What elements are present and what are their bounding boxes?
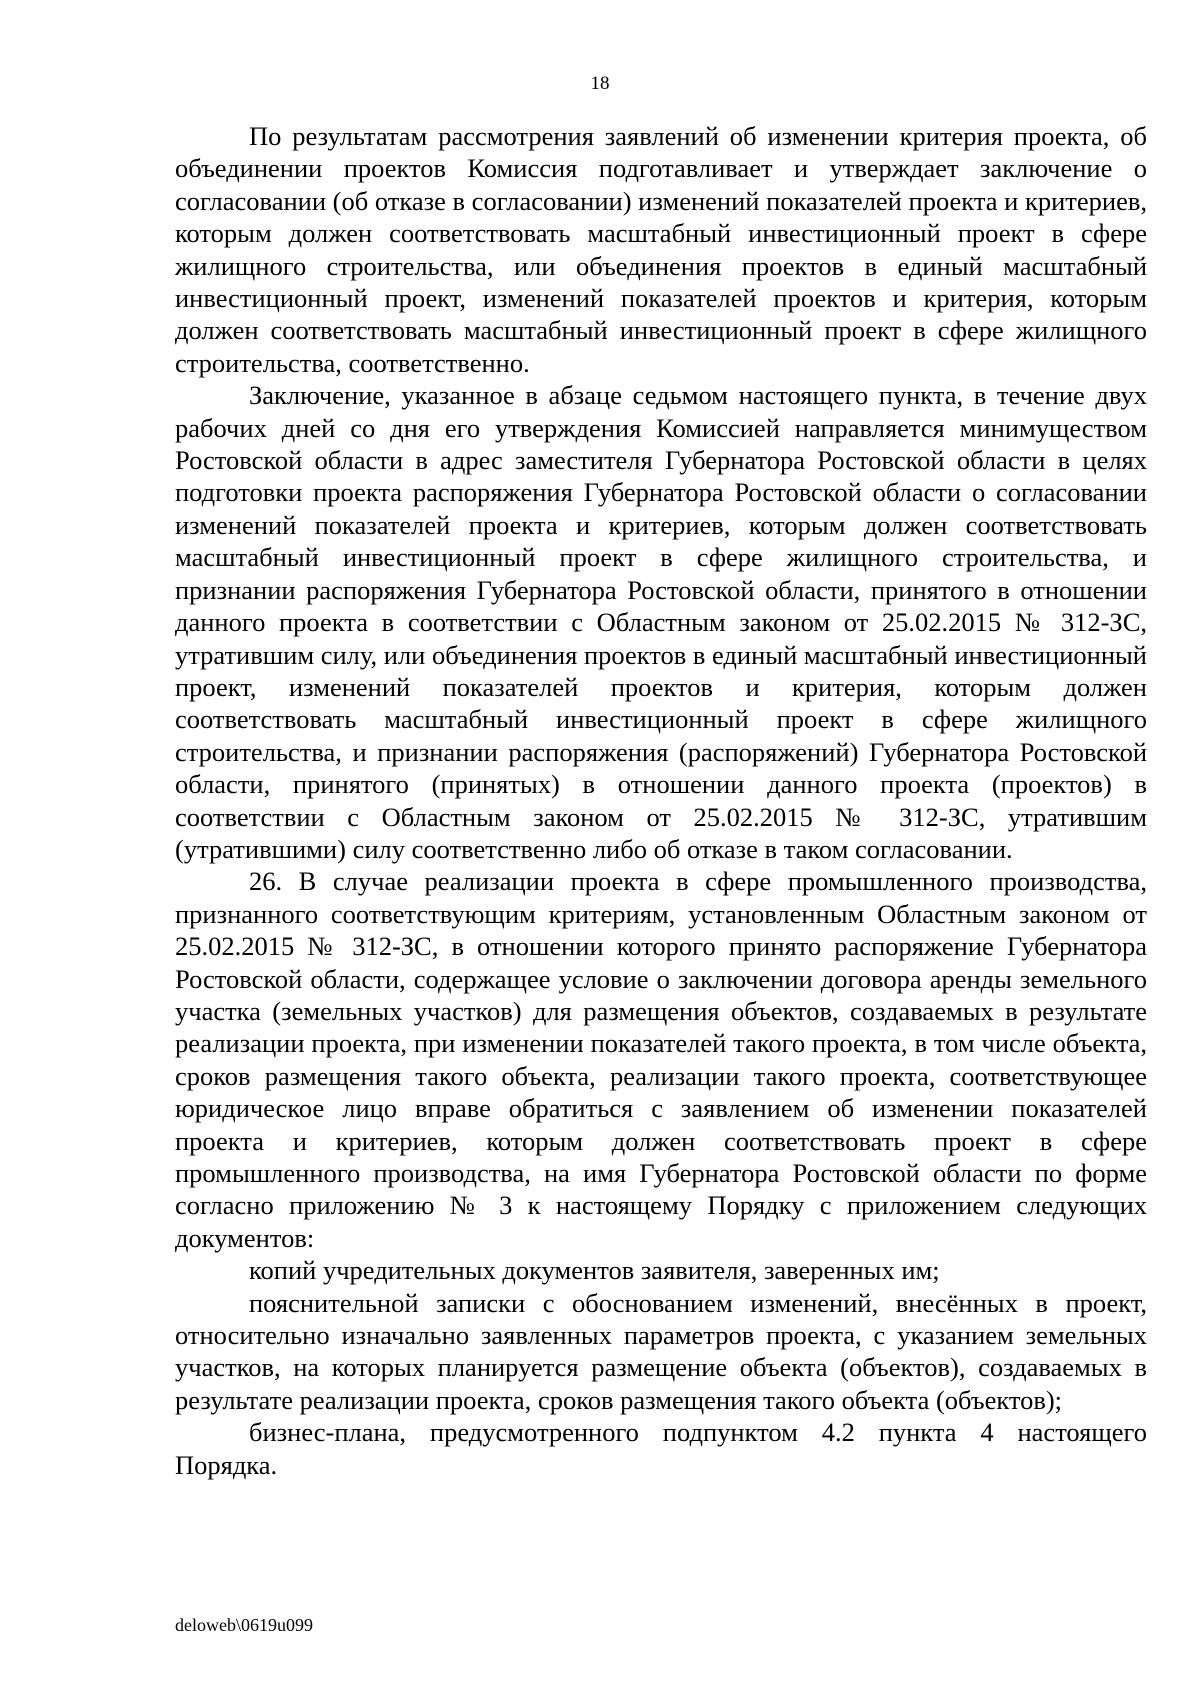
document-body [175, 120, 1147, 1481]
document-footer-code: deloweb\0619u099 [175, 1615, 313, 1635]
list-item-charter-copies: копий учредительных документов заявителя, заверенных им; [249, 1255, 940, 1286]
list-item-business-plan: бизнес-плана, предусмотренного подпунктом 4.2 пункта 4 настоящего Порядка. [175, 1417, 1147, 1480]
paragraph-conclusion-forwarding: Заключение, указанное в абзаце седьмом настоящего пункта, в течение двух рабочих дней со дня его утверждения Комиссией направляется минимуществом Ростовской области в адрес заместителя Губернатора Ростовской области в целях подготовки проекта распоряжения Губернатора Ростовской области о согласовании изменений показателей проекта и критериев, которым должен соответствовать масштабный инвестиционный проект в сфере жилищного строительства, и признании распоряжения Губернатора Ростовской области, принятого в отношении данного проекта в соответствии с Областным законом от 25.02.2015 № 312-ЗС, утратившим силу, или объединения проектов в единый масштабный инвестиционный проект, изменений показателей проектов и критерия, которым должен соответствовать масштабный инвестиционный проект в сфере жилищного строительства, и признании распоряжения (распоряжений) Губернатора Ростовской области, принятого (принятых) в отношении данного проекта (проектов) в соответствии с Областным законом от 25.02.2015 № 312-ЗС, утратившим (утратившими) силу соответственно либо об отказе в таком согласовании. [175, 380, 1147, 864]
list-item-explanatory-note: пояснительной записки с обоснованием изменений, внесённых в проект, относительно изначально заявленных параметров проекта, с указанием земельных участков, на которых планируется размещение объекта (объектов), создаваемых в результате реализации проекта, сроков размещения такого объекта (объектов); [175, 1287, 1147, 1415]
page-number: 18 [590, 73, 610, 94]
paragraph-commission-conclusion: По результатам рассмотрения заявлений об изменении критерия проекта, об объединении проектов Комиссия подготавливает и утверждает заключение о согласовании (об отказе в согласовании) изменений показателей проекта и критериев, которым должен соответствовать масштабный инвестиционный проект в сфере жилищного строительства, или объединения проектов в единый масштабный инвестиционный проект, изменений показателей проектов и критерия, которым должен соответствовать масштабный инвестиционный проект в сфере жилищного строительства, соответственно. [175, 121, 1147, 378]
paragraph-clause-26: 26. В случае реализации проекта в сфере промышленного производства, признанного соответствующим критериям, установленным Областным законом от 25.02.2015 № 312-ЗС, в отношении которого принято распоряжение Губернатора Ростовской области, содержащее условие о заключении договора аренды земельного участка (земельных участков) для размещения объектов, создаваемых в результате реализации проекта, при изменении показателей такого проекта, в том числе объекта, сроков размещения такого объекта, реализации такого проекта, соответствующее юридическое лицо вправе обратиться с заявлением об изменении показателей проекта и критериев, которым должен соответствовать проект в сфере промышленного производства, на имя Губернатора Ростовской области по форме согласно приложению № 3 к настоящему Порядку с приложением следующих документов: [175, 866, 1147, 1253]
